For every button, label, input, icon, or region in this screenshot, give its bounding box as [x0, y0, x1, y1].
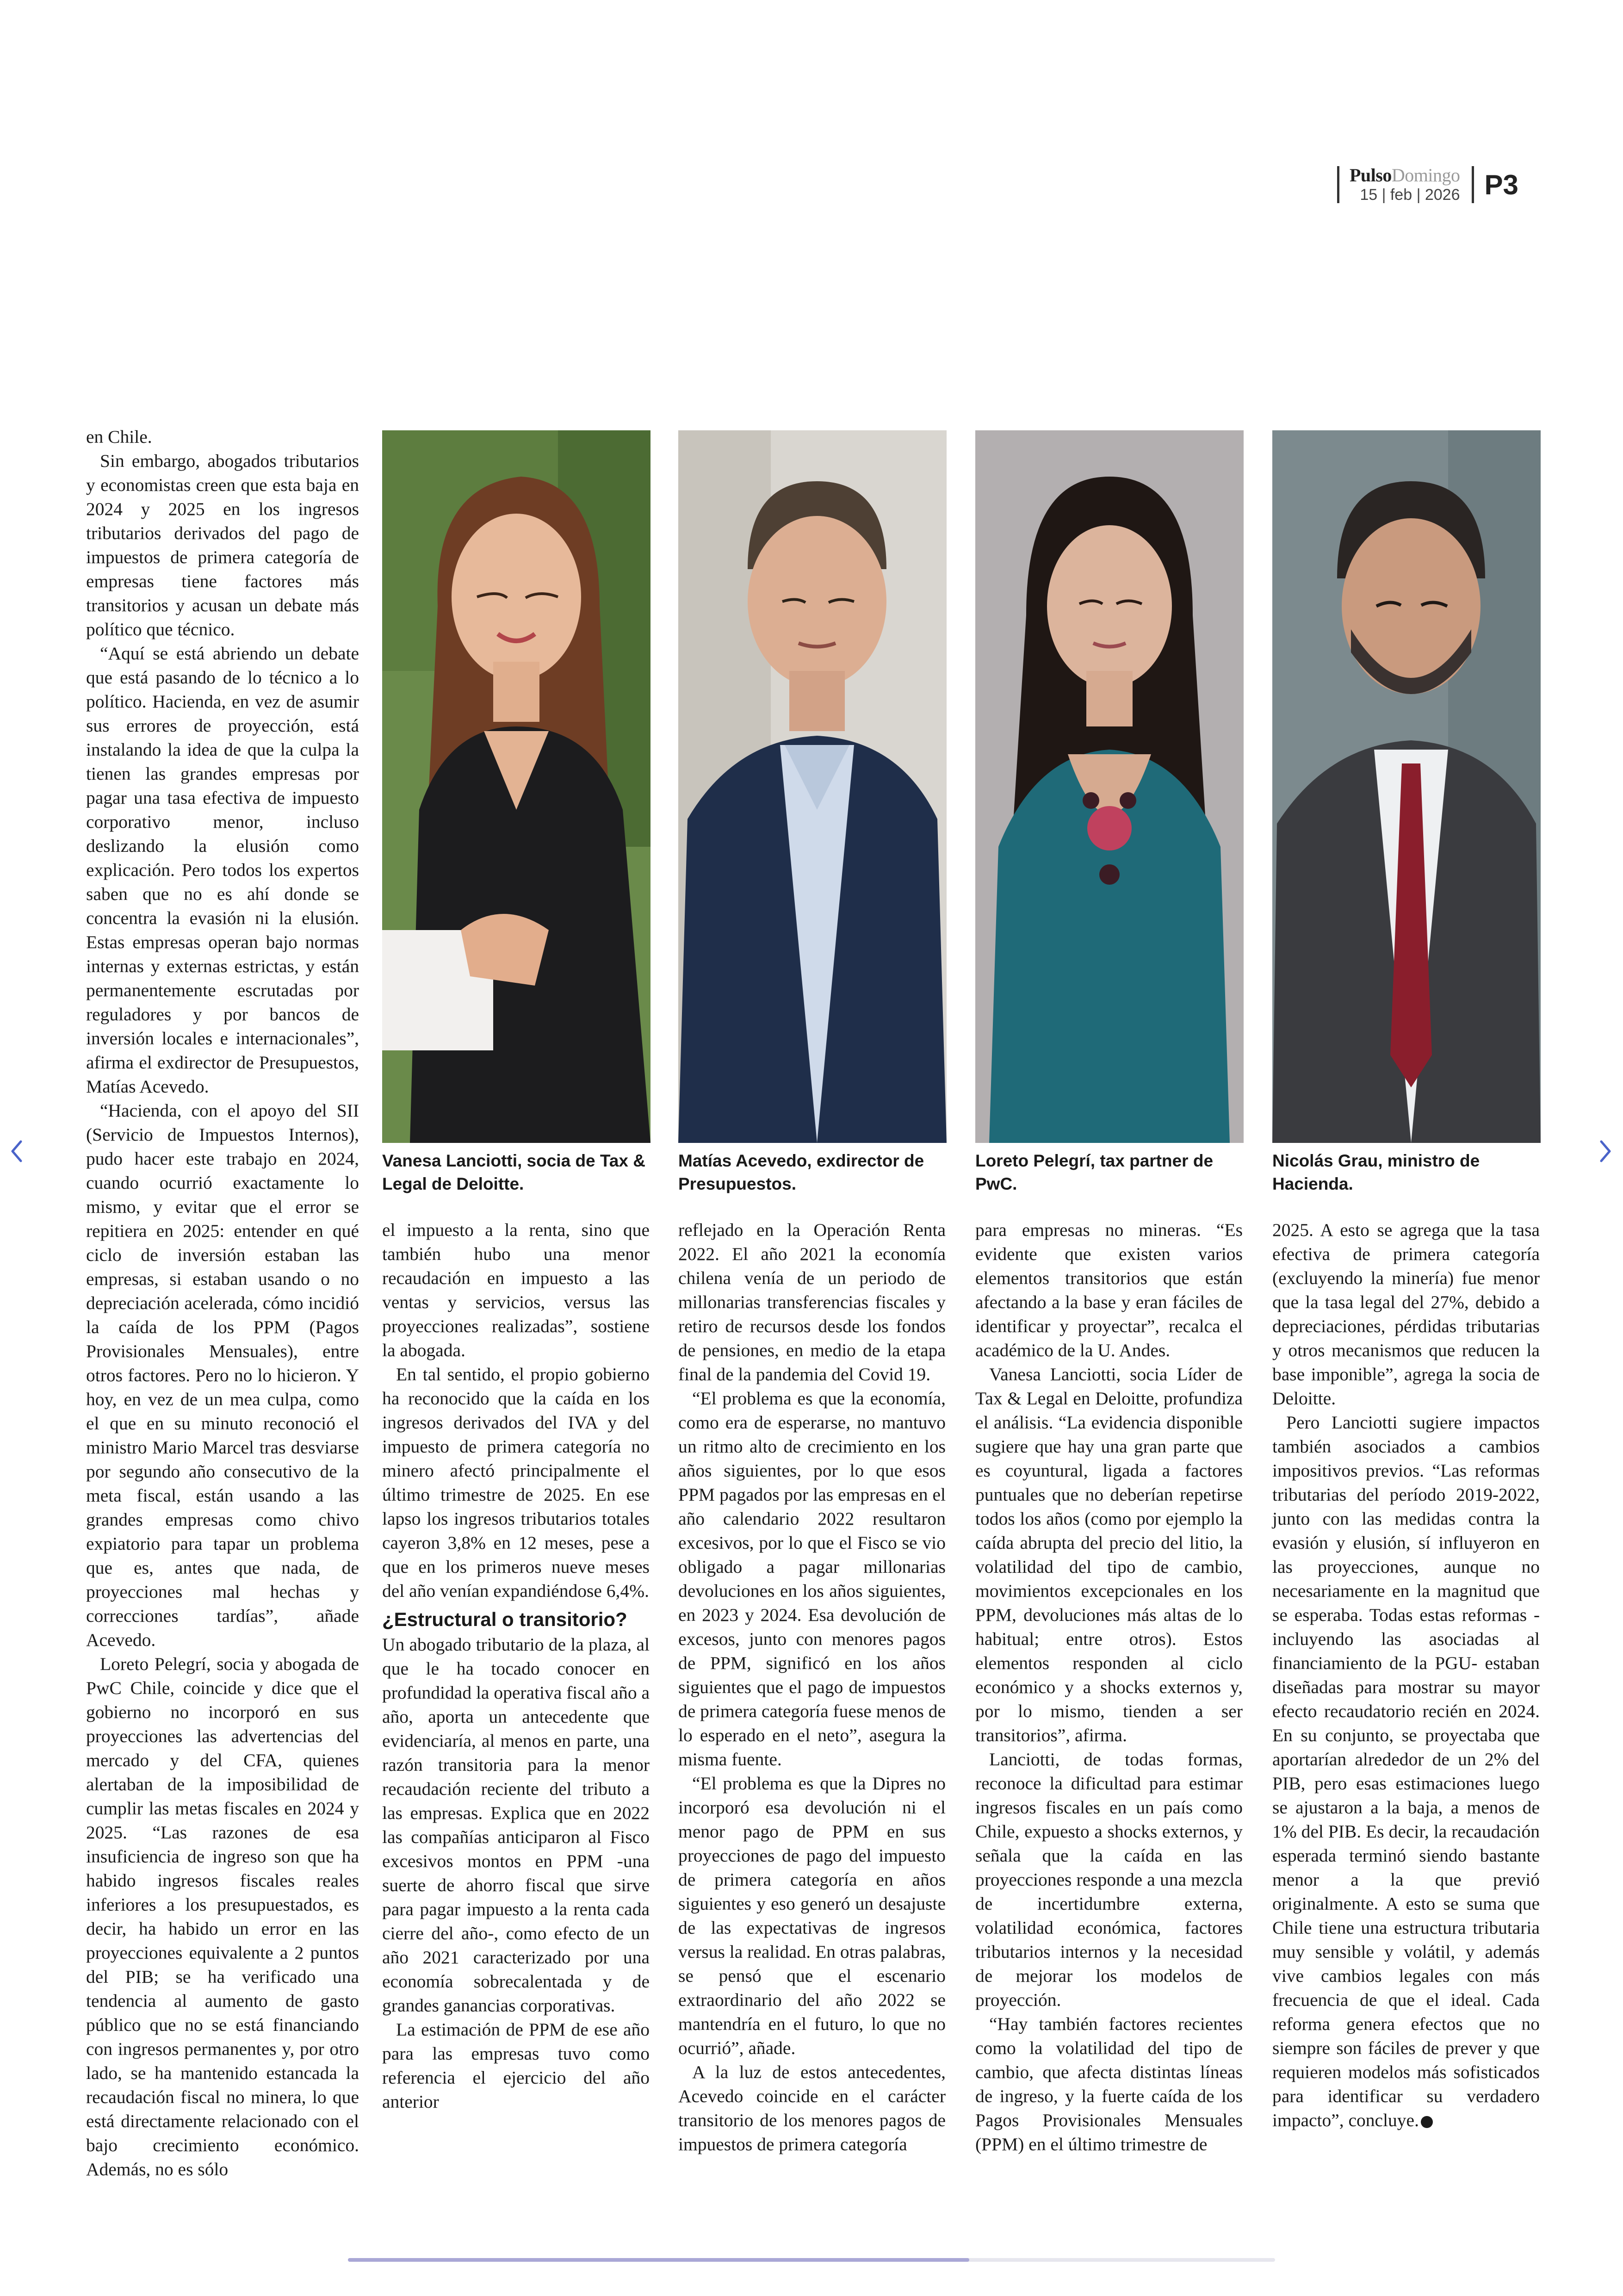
photo-caption: Nicolás Grau, ministro de Hacienda.: [1272, 1151, 1480, 1193]
paragraph: Un abogado tributario de la plaza, al que le ha tocado conocer en profundidad la operativa fiscal año a año, aporta un antecedente que evidenciaría, al menos en parte, una razón transitoria para la menor recaudación reciente del tributo a las empresas. Explica que en 2022 las compañías anticiparon al Fisco excesivos montos en PPM -una suerte de ahorro fiscal que sirve para pagar impuesto a la renta cada cierre del año-, como efecto de un año 2021 caracterizado por una economía sobrecalentada y de grandes ganancias corporativas.: [382, 1634, 650, 2016]
page-number: P3: [1484, 169, 1518, 200]
paragraph: En tal sentido, el propio gobierno ha reconocido que la caída en los ingresos derivados del IVA y del impuesto de primera categoría no minero afectó principalmente el último trimestre de 2025. En ese lapso los ingresos tributarios totales cayeron 3,8% en 12 meses, pese a que en los primeros nueve meses del año venían expandiéndose 6,4%.: [382, 1364, 650, 1601]
page-header: [1337, 167, 1518, 203]
paragraph: [1272, 1410, 1540, 2132]
portrait-photo-pelegri: [975, 430, 1244, 1143]
article-column-3: [678, 1218, 946, 2156]
end-of-article-icon: [1421, 2116, 1433, 2128]
paragraph: para empresas no mineras. “Es evidente que existen varios elementos transitorios que están afectando a la base y eran fáciles de identificar y proyectar”, recalca el académico de la U. Andes.: [975, 1220, 1243, 1360]
reading-progress-bar[interactable]: [348, 2258, 1275, 2262]
paragraph: Sin embargo, abogados tributarios y economistas creen que esta baja en 2024 y 2025 en los ingresos tributarios derivados del pago de impuestos de primera categoría de empresas tiene factores más transitorios y acusan un debate más político que técnico.: [86, 451, 359, 639]
masthead: [1339, 165, 1472, 204]
paragraph: en Chile.: [86, 427, 152, 447]
article-column-5: [1272, 1218, 1540, 2132]
paragraph: A la luz de estos antecedentes, Acevedo coincide en el carácter transitorio de los menores pagos de impuestos de primera categoría: [678, 2062, 946, 2154]
article-column-4: [975, 1218, 1243, 2156]
paragraph: La estimación de PPM de ese año para las empresas tuvo como referencia el ejercicio del año anterior: [382, 2019, 650, 2112]
portrait-photo-grau: [1272, 430, 1541, 1143]
section-heading: ¿Estructural o transitorio?: [382, 1608, 627, 1630]
paragraph: 2025. A esto se agrega que la tasa efectiva de primera categoría (excluyendo la minería) fue menor que la tasa legal del 27%, debido a depreciaciones, pérdidas tributarias y otros mecanismos que reducen la base imponible”, agrega la socia de Deloitte.: [1272, 1220, 1540, 1409]
paragraph: “Hacienda, con el apoyo del SII (Servicio de Impuestos Internos), pudo hacer este trabajo en 2024, cuando ocurrió exactamente lo mismo, y evitar que el error se repitiera en 2025: entender en qué ciclo de inversión estaban las empresas, si estaban usando o no depreciación acelerada, cómo incidió la caída de los PPM (Pagos Provisionales Mensuales), entre otros factores. Pero no lo hicieron. Y hoy, en vez de un mea culpa, como el que en su minuto reconoció el ministro Mario Marcel tras desviarse por segundo año consecutivo de la meta fiscal, están usando a las grandes empresas como chivo expiatorio para tapar un problema que es, antes que nada, de proyecciones mal hechas y correcciones tardías”, añade Acevedo.: [86, 1100, 359, 1650]
photo-caption: Matías Acevedo, exdirector de Presupuestos.: [678, 1151, 924, 1193]
next-page-button[interactable]: [1592, 1133, 1619, 1170]
paragraph: Lanciotti, de todas formas, reconoce la dificultad para estimar ingresos fiscales en un país como Chile, expuesto a shocks externos, y señala que la caída en las proyecciones responde a una mezcla de incertidumbre externa, volatilidad económica, factores tributarios internos y la necesidad de mejorar los modelos de proyección.: [975, 1749, 1243, 2010]
previous-page-button[interactable]: [3, 1133, 31, 1170]
publication-name: [1350, 165, 1460, 186]
paragraph-text: Pero Lanciotti sugiere impactos también asociados a cambios impositivos previos. “Las reformas tributarias del período 2019-2022, junto con las medidas contra la evasión y elusión, sí influyeron en las proyecciones, aunque no necesariamente en la magnitud que se esperaba. Todas estas reformas -incluyendo las asociadas al financiamiento de la PGU- estaban diseñadas para mostrar su mayor efecto recaudatorio recién en 2024. En su conjunto, se proyectaba que aportarían alrededor de un 2% del PIB, pero esas estimaciones luego se ajustaron a la baja, a menos de 1% del PIB. Es decir, la recaudación esperada terminó siendo bastante menor a la que previó originalmente. A esto se suma que Chile tiene una estructura tributaria muy sensible y volátil, y además vive cambios legales con más frecuencia de que el ideal. Cada reforma genera efectos que no siempre son fáciles de prever y que requieren modelos más sofisticados para identificar su verdadero impacto”, concluye.: [1272, 1412, 1540, 2130]
article-column-1: [86, 425, 359, 2181]
paragraph: reflejado en la Operación Renta 2022. El año 2021 la economía chilena venía de un periodo de millonarias transferencias fiscales y retiro de recursos desde los fondos de pensiones, en medio de la etapa final de la pandemia del Covid 19.: [678, 1220, 946, 1384]
photo-caption: Vanesa Lanciotti, socia de Tax & Legal de Deloitte.: [382, 1151, 645, 1193]
reading-progress-fill: [348, 2258, 969, 2262]
paragraph: “Hay también factores recientes como la volatilidad del tipo de cambio, que afecta distintas líneas de ingreso, y la fuerte caída de los Pagos Provisionales Mensuales (PPM) en el último trimestre de: [975, 2014, 1243, 2154]
paragraph: el impuesto a la renta, sino que también hubo una menor recaudación en impuesto a las ventas y servicios, versus las proyecciones realizadas”, sostiene la abogada.: [382, 1220, 650, 1360]
paragraph: “El problema es que la economía, como era de esperarse, no mantuvo un ritmo alto de crecimiento en los años siguientes, por lo que esos PPM pagados por las empresas en el año calendario 2022 resultaron excesivos, por lo que el Fisco se vio obligado a pagar millonarias devoluciones en los años siguientes, en 2023 y 2024. Esa devolución de excesos, junto con menores pagos de PPM, significó en los años siguientes que el pago de impuestos de primera categoría fuese menos de lo esperado en el neto”, asegura la misma fuente.: [678, 1388, 946, 1769]
paragraph: Loreto Pelegrí, socia y abogada de PwC Chile, coincide y dice que el gobierno no incorporó en sus proyecciones las advertencias del mercado y del CFA, quienes alertaban de la imposibilidad de cumplir las metas fiscales en 2024 y 2025. “Las razones de esa insuficiencia de ingreso son que ha habido ingresos fiscales reales inferiores a los presupuestados, es decir, ha habido un error en las proyecciones equivalente a 2 puntos del PIB; se ha verificado una tendencia al aumento de gasto público que no se está financiando con ingresos permanentes y, por otro lado, se ha mantenido estancada la recaudación fiscal no minera, lo que está directamente relacionado con el bajo crecimiento económico. Además, no es sólo: [86, 1654, 359, 2179]
article-column-2: [382, 1218, 650, 2114]
paragraph: “Aquí se está abriendo un debate que está pasando de lo técnico a lo político. Hacienda, en vez de asumir sus errores de proyección, está instalando la idea de que la culpa la tienen las grandes empresas por pagar una tasa efectiva de impuesto corporativo menor, incluso deslizando la elusión como explicación. Pero todos los expertos saben que no es ahí donde se concentra la evasión ni la elusión. Estas empresas operan bajo normas internas y externas estrictas, y están permanentemente escrutadas por reguladores y por bancos de inversión locales e internacionales”, afirma el exdirector de Presupuestos, Matías Acevedo.: [86, 643, 359, 1097]
brand-bold: Pulso: [1350, 165, 1392, 186]
photo-caption: Loreto Pelegrí, tax partner de PwC.: [975, 1151, 1214, 1193]
chevron-left-icon: [10, 1140, 24, 1163]
chevron-right-icon: [1598, 1140, 1612, 1163]
paragraph: Vanesa Lanciotti, socia Líder de Tax & Legal en Deloitte, profundiza el análisis. “La evidencia disponible sugiere que hay una gran parte que es coyuntural, ligada a factores puntuales que no deberían repetirse todos los años (como por ejemplo la caída abrupta del precio del litio, la volatilidad del tipo de cambio, movimientos excepcionales en los PPM, devoluciones más altas de lo habitual; entre otros). Estos elementos responden al ciclo económico y a shocks externos y, por lo mismo, tienden a ser transitorios”, afirma.: [975, 1364, 1243, 1745]
brand-light: Domingo: [1391, 165, 1460, 186]
paragraph: “El problema es que la Dipres no incorporó esa devolución ni el menor pago de PPM en sus proyecciones de pago del impuesto de primera categoría en años siguientes y eso generó un desajuste de las expectativas de ingresos versus la realidad. En otras palabras, se pensó que el escenario extraordinario del año 2022 se mantendría en el futuro, lo que no ocurrió”, añade.: [678, 1773, 946, 2058]
portrait-photo-acevedo: [678, 430, 947, 1143]
portrait-photo-lanciotti: [382, 430, 650, 1143]
issue-date: 15 | feb | 2026: [1360, 186, 1460, 204]
